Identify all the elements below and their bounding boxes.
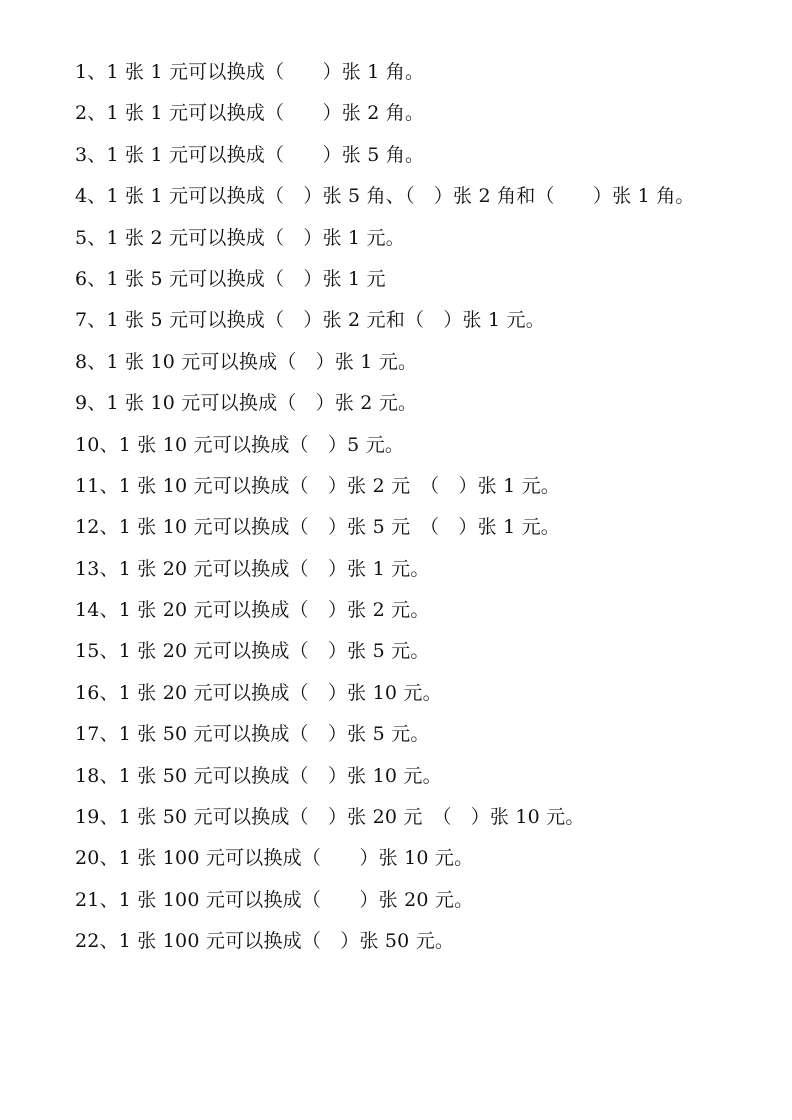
question-22: 22、1 张 100 元可以换成（ ）张 50 元。 — [75, 930, 455, 953]
question-18: 18、1 张 50 元可以换成（ ）张 10 元。 — [75, 764, 442, 787]
question-16: 16、1 张 20 元可以换成（ ）张 10 元。 — [75, 681, 442, 704]
question-1: 1、1 张 1 元可以换成（ ）张 1 角。 — [75, 61, 425, 83]
question-10: 10、1 张 10 元可以换成（ ）5 元。 — [75, 433, 405, 456]
question-20: 20、1 张 100 元可以换成（ ）张 10 元。 — [75, 847, 474, 870]
question-2: 2、1 张 1 元可以换成（ ）张 2 角。 — [75, 102, 425, 125]
question-9: 9、1 张 10 元可以换成（ ）张 2 元。 — [75, 392, 418, 415]
question-14: 14、1 张 20 元可以换成（ ）张 2 元。 — [75, 599, 430, 622]
question-4: 4、1 张 1 元可以换成（ ）张 5 角、（ ）张 2 角和（ ）张 1 角。 — [75, 185, 695, 208]
question-17: 17、1 张 50 元可以换成（ ）张 5 元。 — [75, 723, 430, 746]
question-21: 21、1 张 100 元可以换成（ ）张 20 元。 — [75, 888, 474, 911]
question-list — [75, 52, 695, 963]
question-12: 12、1 张 10 元可以换成（ ）张 5 元 （ ）张 1 元。 — [75, 516, 560, 539]
question-11: 11、1 张 10 元可以换成（ ）张 2 元 （ ）张 1 元。 — [75, 474, 560, 497]
question-6: 6、1 张 5 元可以换成（ ）张 1 元 — [75, 267, 386, 290]
question-7: 7、1 张 5 元可以换成（ ）张 2 元和（ ）张 1 元。 — [75, 309, 545, 332]
question-15: 15、1 张 20 元可以换成（ ）张 5 元。 — [75, 640, 430, 663]
question-13: 13、1 张 20 元可以换成（ ）张 1 元。 — [75, 557, 430, 580]
question-3: 3、1 张 1 元可以换成（ ）张 5 角。 — [75, 143, 425, 166]
question-8: 8、1 张 10 元可以换成（ ）张 1 元。 — [75, 350, 418, 373]
question-5: 5、1 张 2 元可以换成（ ）张 1 元。 — [75, 226, 405, 249]
question-19: 19、1 张 50 元可以换成（ ）张 20 元 （ ）张 10 元。 — [75, 806, 585, 829]
